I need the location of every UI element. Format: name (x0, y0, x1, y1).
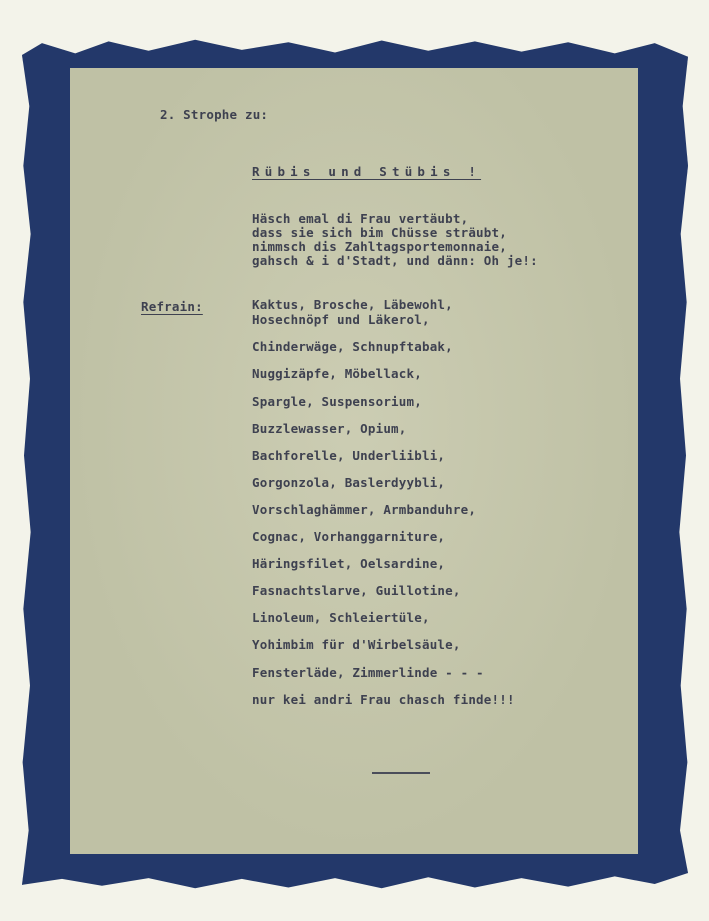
refrain-line: Bachforelle, Underliibli, (252, 447, 446, 463)
refrain-line: nur kei andri Frau chasch finde!!! (252, 691, 515, 707)
refrain-line: Nuggizäpfe, Möbellack, (252, 366, 422, 382)
refrain-line: Linoleum, Schleiertüle, (252, 610, 430, 626)
closing-rule (372, 772, 430, 774)
verse-block (252, 212, 538, 268)
verse-line: gahsch & i d'Stadt, und dänn: Oh je!: (252, 253, 538, 268)
refrain-line: Hosechnöpf und Läkerol, (252, 312, 430, 327)
refrain-line: Vorschlaghämmer, Armbanduhre, (252, 501, 477, 517)
refrain-line: Cognac, Vorhanggarniture, (252, 529, 446, 545)
refrain-line: Buzzlewasser, Opium, (252, 420, 407, 436)
refrain-block (252, 298, 515, 720)
refrain-label: Refrain: (141, 299, 203, 314)
verse-line: Häsch emal di Frau vertäubt, (252, 211, 469, 226)
verse-line: dass sie sich bim Chüsse sträubt, (252, 225, 507, 240)
verse-line: nimmsch dis Zahltagsportemonnaie, (252, 239, 507, 254)
refrain-line: Spargle, Suspensorium, (252, 393, 422, 409)
refrain-line: Gorgonzola, Baslerdyybli, (252, 474, 446, 490)
refrain-line: Fasnachtslarve, Guillotine, (252, 583, 461, 599)
refrain-line: Häringsfilet, Oelsardine, (252, 556, 446, 572)
refrain-line: Yohimbim für d'Wirbelsäule, (252, 637, 461, 653)
refrain-line: Fensterläde, Zimmerlinde - - - (252, 664, 484, 680)
refrain-line: Chinderwäge, Schnupftabak, (252, 339, 453, 355)
typewritten-sheet (70, 68, 638, 854)
strophe-heading: 2. Strophe zu: (160, 107, 269, 122)
song-title: Rübis und Stübis ! (252, 164, 482, 179)
refrain-line: Kaktus, Brosche, Läbewohl, (252, 297, 453, 312)
